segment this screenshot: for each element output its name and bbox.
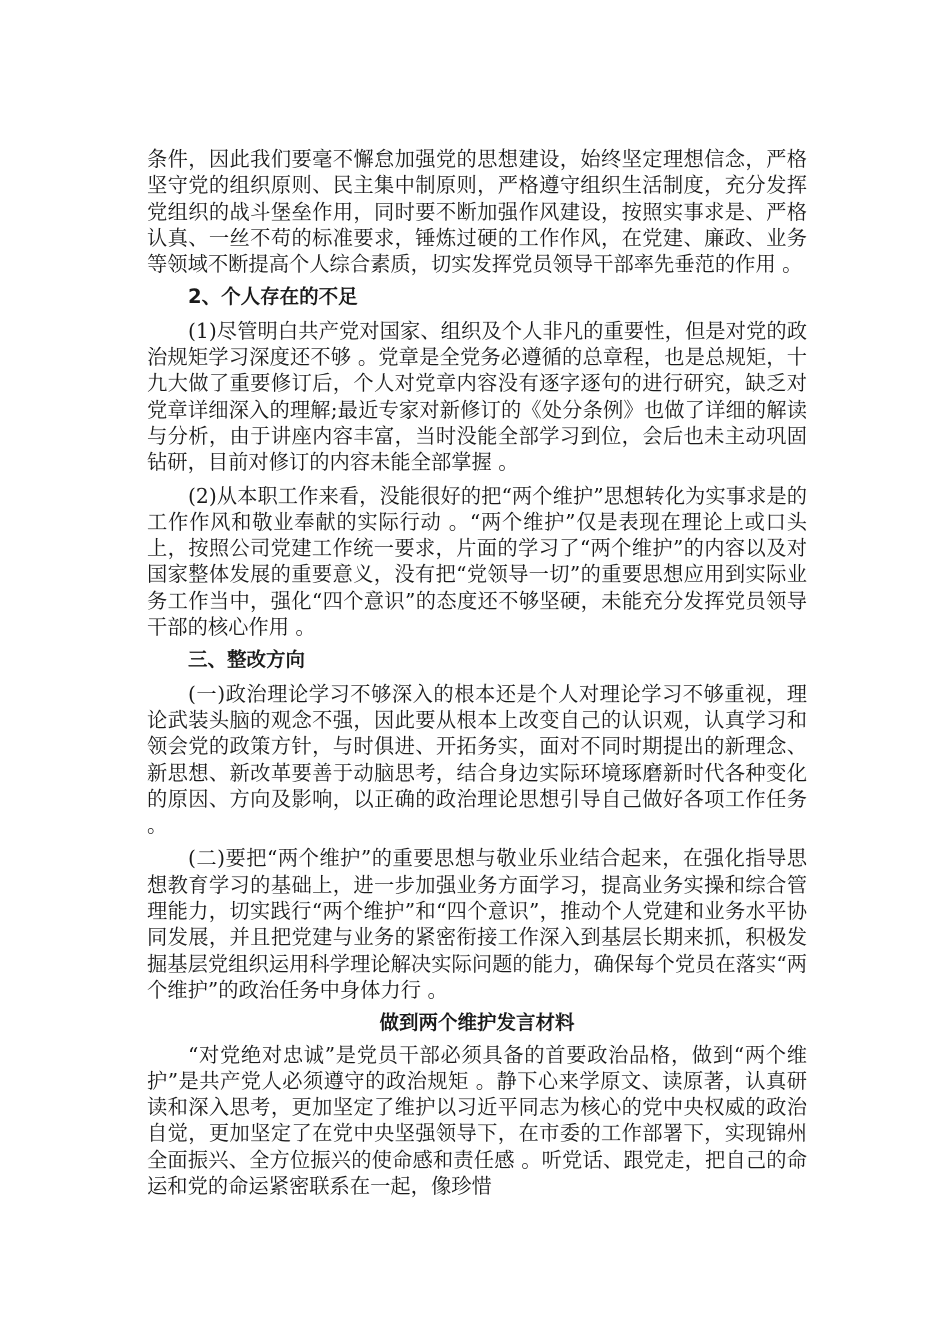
paragraph-rectification-2: (二)要把“两个维护”的重要思想与敬业乐业结合起来，在强化指导思想教育学习的基础上，进一步加强业务方面学习，提高业务实操和综合管理能力，切实践行“两个维护”和“四个意识”，推动个人党建和业务水平协同发展，并且把党建与业务的紧密衔接工作深入到基层长期来抓，积极发掘基层党组织运用科学理论解决实际问题的能力，确保每个党员在落实“两个维护”的政治任务中身体力行 。 <box>147 846 807 1002</box>
paragraph-continuation: 条件，因此我们要毫不懈怠加强党的思想建设，始终坚定理想信念，严格坚守党的组织原则、民主集中制原则，严格遵守组织生活制度，充分发挥党组织的战斗堡垒作用，同时要不断加强作风建设，按照实事求是、严格认真、一丝不苟的标准要求，锤炼过硬的工作作风，在党建、廉政、业务等领域不断提高个人综合素质，切实发挥党员领导干部率先垂范的作用 。 <box>147 147 807 277</box>
paragraph-shortcoming-2: (2)从本职工作来看，没能很好的把“两个维护”思想转化为实事求是的工作作风和敬业奉献的实际行动 。“两个维护”仅是表现在理论上或口头上，按照公司党建工作统一要求，片面的学习了“两个维护”的内容以及对国家整体发展的重要意义，没有把“党领导一切”的重要思想应用到实际业务工作当中，强化“四个意识”的态度还不够坚硬，未能充分发挥党员领导干部的核心作用 。 <box>147 483 807 640</box>
section-heading-personal-shortcomings: 2、个人存在的不足 <box>188 285 358 309</box>
paragraph-speech-intro: “对党绝对忠诚”是党员干部必须具备的首要政治品格，做到“两个维护”是共产党人必须遵守的政治规矩 。静下心来学原文、读原著，认真研读和深入思考，更加坚定了维护以习近平同志为核心的党中央权威的政治自觉，更加坚定了在党中央坚强领导下，在市委的工作部署下，实现锦州全面振兴、全方位振兴的使命感和责任感 。听党话、跟党走，把自己的命运和党的命运紧密联系在一起，像珍惜 <box>147 1042 807 1198</box>
section-heading-rectification: 三、整改方向 <box>188 648 306 672</box>
document-title: 做到两个维护发言材料 <box>379 1011 575 1035</box>
paragraph-rectification-1: (一)政治理论学习不够深入的根本还是个人对理论学习不够重视，理论武装头脑的观念不强，因此要从根本上改变自己的认识观，认真学习和领会党的政策方针，与时俱进、开拓务实，面对不同时期提出的新理念、新思想、新改革要善于动脑思考，结合身边实际环境琢磨新时代各种变化的原因、方向及影响，以正确的政治理论思想引导自己做好各项工作任务 。 <box>147 681 807 838</box>
paragraph-shortcoming-1: (1)尽管明白共产党对国家、组织及个人非凡的重要性，但是对党的政治规矩学习深度还不够 。党章是全党务必遵循的总章程，也是总规矩，十九大做了重要修订后，个人对党章内容没有逐字逐句的进行研究，缺乏对党章详细深入的理解;最近专家对新修订的《处分条例》也做了详细的解读与分析，由于讲座内容丰富，当时没能全部学习到位，会后也未主动巩固钻研，目前对修订的内容未能全部掌握 。 <box>147 318 807 475</box>
document-page <box>147 146 807 1206</box>
